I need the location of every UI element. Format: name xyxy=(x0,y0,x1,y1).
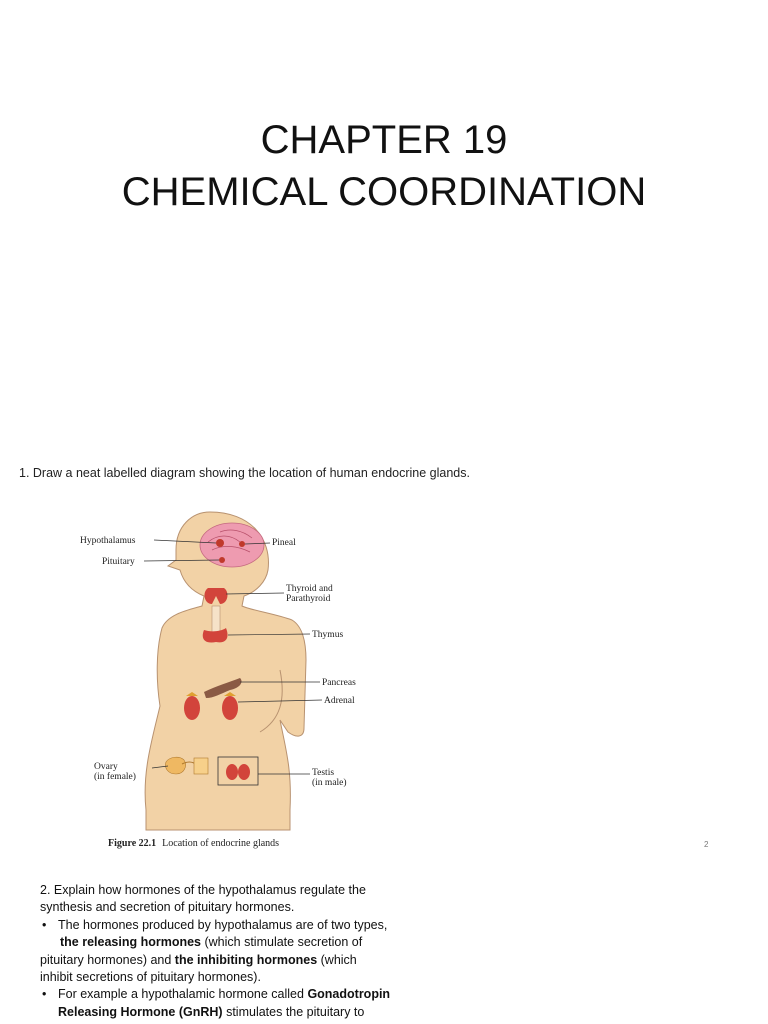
caption-number: Figure 22.1 xyxy=(108,838,157,849)
gnrh-text: Releasing Hormone (GnRH) xyxy=(58,1004,223,1019)
label-pineal: Pineal xyxy=(272,538,296,548)
question-2-block xyxy=(40,882,420,1021)
label-pancreas: Pancreas xyxy=(322,678,356,688)
label-ovary-line2: (in female) xyxy=(94,772,136,782)
kidney-left xyxy=(184,696,200,720)
bullet-1-rest-1: (which stimulate secretion of xyxy=(201,935,363,950)
pineal-gland xyxy=(239,541,245,547)
endocrine-glands-figure xyxy=(80,510,380,855)
bullet-2-rest: stimulates the pituitary to xyxy=(222,1004,365,1019)
gonadotropin-text: Gonadotropin xyxy=(307,987,391,1002)
question-2-line-2: synthesis and secretion of pituitary hormones. xyxy=(40,900,295,915)
title-line-1: CHAPTER 19 xyxy=(260,118,508,162)
label-thyroid xyxy=(286,584,333,604)
label-testis-line2: (in male) xyxy=(312,778,347,788)
bullet-1-line-3 xyxy=(40,952,420,969)
ovary-gland xyxy=(165,757,185,774)
title-line-2: CHEMICAL COORDINATION xyxy=(121,170,647,214)
kidney-right xyxy=(222,696,238,720)
pituitary-gland xyxy=(219,557,225,563)
label-ovary-line1: Ovary xyxy=(94,762,118,772)
hypothalamus-gland xyxy=(216,539,224,547)
bullet-1-line-4: inhibit secretions of pituitary hormones). xyxy=(40,970,261,985)
label-thyroid-line2: Parathyroid xyxy=(286,594,331,604)
label-thyroid-line1: Thyroid and xyxy=(286,584,333,594)
label-pituitary: Pituitary xyxy=(102,557,135,567)
testis-right xyxy=(238,764,250,780)
inhibiting-hormones-text: the inhibiting hormones xyxy=(174,952,318,967)
testis-left xyxy=(226,764,238,780)
slide-title xyxy=(0,114,768,218)
label-ovary xyxy=(94,762,136,782)
question-1: 1. Draw a neat labelled diagram showing the location of human endocrine glands. xyxy=(19,466,470,480)
label-testis xyxy=(312,768,347,788)
label-thymus: Thymus xyxy=(312,630,344,640)
bullet-1-line-3-pre: pituitary hormones) and xyxy=(40,952,175,967)
releasing-hormones-text: the releasing hormones xyxy=(60,935,202,950)
bullet-1-rest-2: (which xyxy=(317,952,357,967)
question-2-line-1: 2. Explain how hormones of the hypothalamus regulate the xyxy=(40,883,366,897)
page-number: 2 xyxy=(704,840,709,849)
bullet-2-pre: For example a hypothalamic hormone called xyxy=(58,987,308,1002)
label-hypothalamus: Hypothalamus xyxy=(80,536,136,546)
caption-text: Location of endocrine glands xyxy=(162,838,280,849)
bullet-hormone-types xyxy=(40,917,420,952)
bullet-gnrh-example xyxy=(40,986,420,1021)
label-testis-line1: Testis xyxy=(312,768,335,778)
figure-caption xyxy=(108,838,279,849)
bullet-1-line-1: The hormones produced by hypothalamus are of two types, xyxy=(58,917,388,932)
label-adrenal: Adrenal xyxy=(324,696,355,706)
